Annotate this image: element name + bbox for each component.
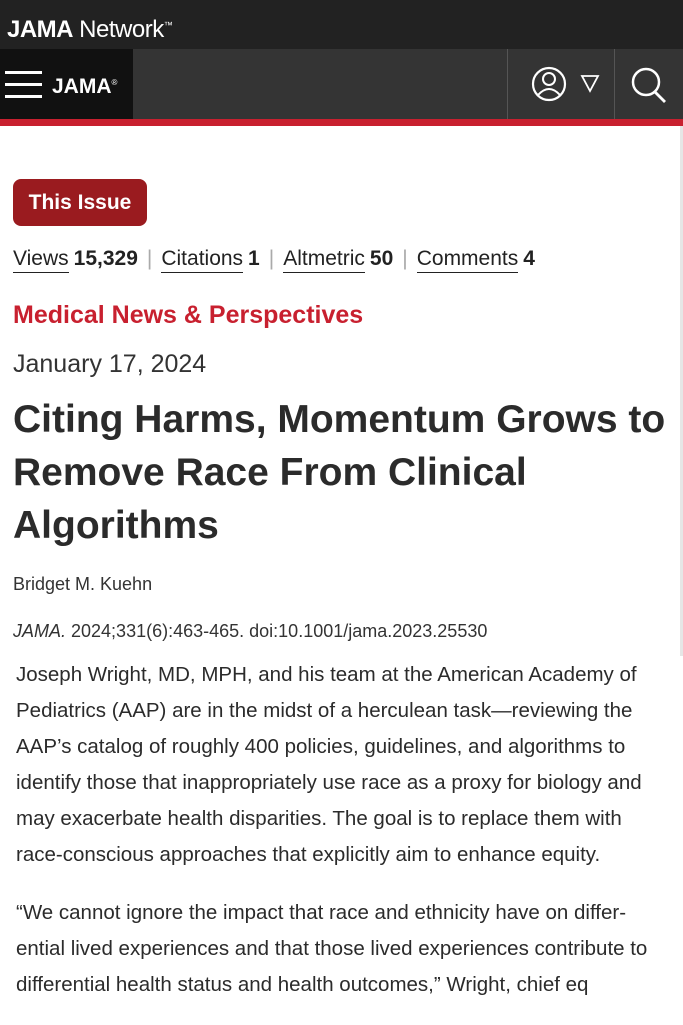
network-header xyxy=(0,0,683,49)
jama-network-logo[interactable] xyxy=(7,11,172,44)
hamburger-icon[interactable] xyxy=(5,71,42,99)
metric-separator: | xyxy=(402,247,408,270)
jama-journal-logo[interactable] xyxy=(52,71,117,99)
article-citation xyxy=(13,619,487,643)
metric-value: 15,329 xyxy=(73,247,138,270)
user-icon xyxy=(509,49,614,119)
metric-label: Altmetric xyxy=(283,247,365,273)
article-paragraph: “We cannot ignore the impact that race and ethnicity have on differential lived experiences and that those lived experiences contribute to differential health status and health outcomes,” Wright, chief eq xyxy=(16,901,648,996)
jama-logo-registered: ® xyxy=(111,78,118,87)
metric-citations[interactable] xyxy=(161,245,259,273)
metric-label: Comments xyxy=(417,247,519,273)
metric-value: 50 xyxy=(369,247,394,270)
citation-details: 2024;331(6):463-465. doi:10.1001/jama.2023.25530 xyxy=(66,621,488,641)
jama-logo-text: JAMA xyxy=(52,75,112,98)
journal-nav-bar xyxy=(0,49,683,119)
metric-label: Views xyxy=(13,247,69,273)
article-section-label[interactable]: Medical News & Perspectives xyxy=(13,301,364,329)
article-body xyxy=(16,657,666,1025)
metric-altmetric[interactable] xyxy=(283,245,393,273)
metric-separator: | xyxy=(268,247,275,270)
metric-views[interactable] xyxy=(13,245,138,273)
user-menu-button[interactable] xyxy=(509,49,614,119)
network-logo-bold: JAMA xyxy=(7,16,74,43)
citation-journal: JAMA. xyxy=(13,621,67,641)
article-paragraph: Joseph Wright, MD, MPH, and his team at the American Academy of Pediatrics (AAP) are in the midst of a herculean task—reviewing the AAP’s catalog of roughly 400 policies, guidelines, and algorithms to identify those that inappropriately use race as a proxy for biology and may exacerbate health disparities. The goal is to replace them with race-conscious approaches that explicitly aim to enhance equity. xyxy=(16,663,642,866)
header-red-rule xyxy=(0,119,683,126)
metric-value: 4 xyxy=(523,247,535,270)
article-metrics xyxy=(13,245,535,279)
this-issue-button[interactable]: This Issue xyxy=(13,179,147,226)
journal-nav-left xyxy=(0,49,133,119)
triangle-down-icon xyxy=(582,76,598,91)
search-button[interactable] xyxy=(615,49,683,119)
metric-label: Citations xyxy=(161,247,243,273)
metric-separator: | xyxy=(146,247,153,270)
network-logo-trademark: ™ xyxy=(163,20,173,30)
nav-divider xyxy=(507,49,508,119)
metric-value: 1 xyxy=(248,247,260,270)
publication-date: January 17, 2024 xyxy=(13,350,207,378)
article-title: Citing Harms, Momentum Grows to Remove Race From Clinical Algorithms xyxy=(13,398,666,547)
network-logo-rest: Network xyxy=(73,16,164,43)
metric-comments[interactable] xyxy=(417,245,535,273)
search-icon xyxy=(615,49,683,119)
article-author[interactable]: Bridget M. Kuehn xyxy=(13,574,153,594)
